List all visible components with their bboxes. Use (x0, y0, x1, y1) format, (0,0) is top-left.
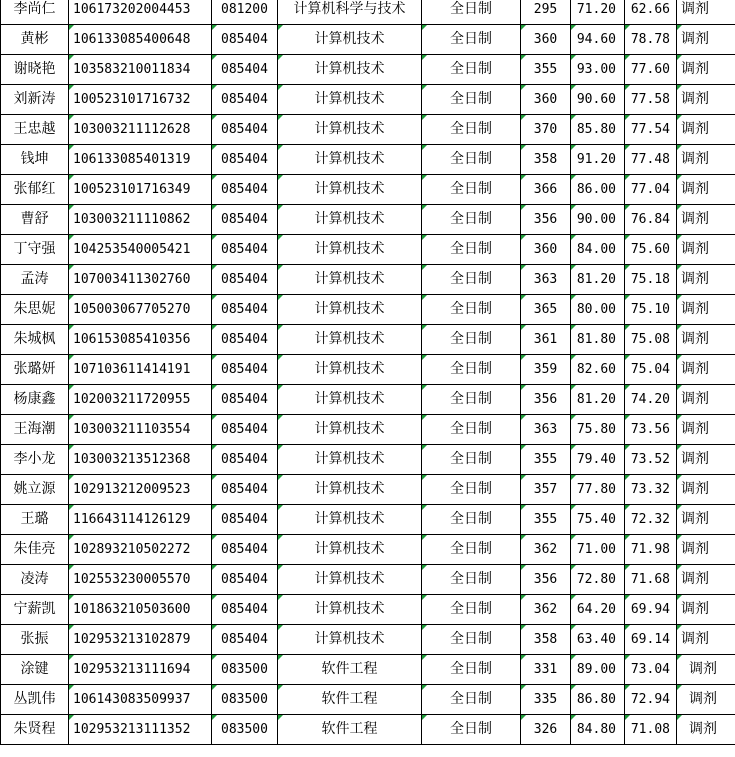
major-code-cell: 085404 (212, 325, 278, 355)
retest-score-cell: 64.20 (571, 595, 625, 625)
major-code-cell: 085404 (212, 565, 278, 595)
retest-score-cell: 82.60 (571, 355, 625, 385)
total-score-cell: 71.98 (625, 535, 677, 565)
remark-cell: 调剂 (677, 55, 735, 85)
study-mode-cell: 全日制 (422, 85, 521, 115)
table-row (1, 445, 735, 475)
major-code-cell: 085404 (212, 265, 278, 295)
name-cell: 杨康鑫 (1, 385, 69, 415)
initial-score-cell: 363 (521, 415, 571, 445)
table-row (1, 715, 735, 745)
major-name-cell: 计算机技术 (278, 355, 422, 385)
table-row (1, 535, 735, 565)
initial-score-cell: 357 (521, 475, 571, 505)
name-cell: 姚立源 (1, 475, 69, 505)
major-name-cell: 计算机技术 (278, 25, 422, 55)
study-mode-cell: 全日制 (422, 25, 521, 55)
retest-score-cell: 81.20 (571, 385, 625, 415)
exam-id-cell: 106133085400648 (69, 25, 212, 55)
remark-cell: 调剂 (677, 235, 735, 265)
major-name-cell: 计算机技术 (278, 115, 422, 145)
initial-score-cell: 356 (521, 205, 571, 235)
remark-cell: 调剂 (677, 85, 735, 115)
retest-score-cell: 94.60 (571, 25, 625, 55)
major-name-cell: 软件工程 (278, 685, 422, 715)
exam-id-cell: 102913212009523 (69, 475, 212, 505)
total-score-cell: 78.78 (625, 25, 677, 55)
major-code-cell: 085404 (212, 535, 278, 565)
major-code-cell: 085404 (212, 115, 278, 145)
total-score-cell: 73.04 (625, 655, 677, 685)
total-score-cell: 75.18 (625, 265, 677, 295)
table-row (1, 385, 735, 415)
name-cell: 宁薪凯 (1, 595, 69, 625)
retest-score-cell: 81.80 (571, 325, 625, 355)
exam-id-cell: 102553230005570 (69, 565, 212, 595)
study-mode-cell: 全日制 (422, 415, 521, 445)
name-cell: 涂键 (1, 655, 69, 685)
name-cell: 朱城枫 (1, 325, 69, 355)
table-row (1, 625, 735, 655)
exam-id-cell: 102953213111694 (69, 655, 212, 685)
remark-cell: 调剂 (677, 145, 735, 175)
exam-id-cell: 102003211720955 (69, 385, 212, 415)
major-name-cell: 计算机技术 (278, 55, 422, 85)
total-score-cell: 77.48 (625, 145, 677, 175)
table-row (1, 655, 735, 685)
major-code-cell: 085404 (212, 385, 278, 415)
major-name-cell: 计算机技术 (278, 265, 422, 295)
major-name-cell: 计算机技术 (278, 595, 422, 625)
major-name-cell: 计算机技术 (278, 475, 422, 505)
table-row (1, 325, 735, 355)
major-name-cell: 计算机技术 (278, 145, 422, 175)
remark-cell: 调剂 (677, 385, 735, 415)
initial-score-cell: 355 (521, 55, 571, 85)
total-score-cell: 73.56 (625, 415, 677, 445)
table-row (1, 85, 735, 115)
remark-cell: 调剂 (677, 325, 735, 355)
major-code-cell: 085404 (212, 235, 278, 265)
study-mode-cell: 全日制 (422, 235, 521, 265)
total-score-cell: 73.52 (625, 445, 677, 475)
retest-score-cell: 86.00 (571, 175, 625, 205)
major-code-cell: 085404 (212, 205, 278, 235)
retest-score-cell: 86.80 (571, 685, 625, 715)
remark-cell: 调剂 (677, 505, 735, 535)
total-score-cell: 72.94 (625, 685, 677, 715)
retest-score-cell: 91.20 (571, 145, 625, 175)
exam-id-cell: 101863210503600 (69, 595, 212, 625)
remark-cell: 调剂 (677, 25, 735, 55)
major-name-cell: 计算机技术 (278, 175, 422, 205)
study-mode-cell: 全日制 (422, 505, 521, 535)
major-code-cell: 085404 (212, 445, 278, 475)
study-mode-cell: 全日制 (422, 715, 521, 745)
total-score-cell: 74.20 (625, 385, 677, 415)
remark-cell: 调剂 (677, 0, 735, 25)
name-cell: 张郁红 (1, 175, 69, 205)
major-name-cell: 软件工程 (278, 715, 422, 745)
remark-cell: 调剂 (677, 205, 735, 235)
total-score-cell: 75.04 (625, 355, 677, 385)
total-score-cell: 73.32 (625, 475, 677, 505)
name-cell: 李尚仁 (1, 0, 69, 25)
exam-id-cell: 102893210502272 (69, 535, 212, 565)
initial-score-cell: 361 (521, 325, 571, 355)
remark-cell: 调剂 (677, 685, 735, 715)
exam-id-cell: 103003211103554 (69, 415, 212, 445)
name-cell: 凌涛 (1, 565, 69, 595)
major-code-cell: 081200 (212, 0, 278, 25)
remark-cell: 调剂 (677, 655, 735, 685)
exam-id-cell: 107103611414191 (69, 355, 212, 385)
major-name-cell: 计算机技术 (278, 385, 422, 415)
name-cell: 黄彬 (1, 25, 69, 55)
name-cell: 谢晓艳 (1, 55, 69, 85)
table-row (1, 685, 735, 715)
total-score-cell: 75.10 (625, 295, 677, 325)
major-code-cell: 085404 (212, 625, 278, 655)
retest-score-cell: 77.80 (571, 475, 625, 505)
major-name-cell: 计算机技术 (278, 295, 422, 325)
remark-cell: 调剂 (677, 475, 735, 505)
table-row (1, 355, 735, 385)
table-row (1, 55, 735, 85)
retest-score-cell: 93.00 (571, 55, 625, 85)
initial-score-cell: 366 (521, 175, 571, 205)
initial-score-cell: 358 (521, 145, 571, 175)
major-code-cell: 085404 (212, 25, 278, 55)
major-name-cell: 计算机技术 (278, 625, 422, 655)
table-row (1, 505, 735, 535)
study-mode-cell: 全日制 (422, 355, 521, 385)
remark-cell: 调剂 (677, 565, 735, 595)
retest-score-cell: 75.80 (571, 415, 625, 445)
study-mode-cell: 全日制 (422, 565, 521, 595)
total-score-cell: 69.14 (625, 625, 677, 655)
name-cell: 王海潮 (1, 415, 69, 445)
total-score-cell: 71.08 (625, 715, 677, 745)
exam-id-cell: 106173202004453 (69, 0, 212, 25)
study-mode-cell: 全日制 (422, 265, 521, 295)
table-row (1, 295, 735, 325)
remark-cell: 调剂 (677, 445, 735, 475)
table-row (1, 415, 735, 445)
major-name-cell: 计算机技术 (278, 535, 422, 565)
retest-score-cell: 89.00 (571, 655, 625, 685)
major-code-cell: 085404 (212, 55, 278, 85)
retest-score-cell: 85.80 (571, 115, 625, 145)
exam-id-cell: 103003211110862 (69, 205, 212, 235)
study-mode-cell: 全日制 (422, 655, 521, 685)
table-row (1, 205, 735, 235)
retest-score-cell: 80.00 (571, 295, 625, 325)
name-cell: 王忠越 (1, 115, 69, 145)
table-row (1, 565, 735, 595)
study-mode-cell: 全日制 (422, 325, 521, 355)
total-score-cell: 75.08 (625, 325, 677, 355)
remark-cell: 调剂 (677, 625, 735, 655)
exam-id-cell: 106143083509937 (69, 685, 212, 715)
retest-score-cell: 63.40 (571, 625, 625, 655)
retest-score-cell: 81.20 (571, 265, 625, 295)
exam-id-cell: 103583210011834 (69, 55, 212, 85)
study-mode-cell: 全日制 (422, 55, 521, 85)
exam-id-cell: 103003213512368 (69, 445, 212, 475)
retest-score-cell: 79.40 (571, 445, 625, 475)
study-mode-cell: 全日制 (422, 115, 521, 145)
name-cell: 刘新涛 (1, 85, 69, 115)
remark-cell: 调剂 (677, 415, 735, 445)
remark-cell: 调剂 (677, 355, 735, 385)
remark-cell: 调剂 (677, 265, 735, 295)
initial-score-cell: 362 (521, 535, 571, 565)
name-cell: 丛凯伟 (1, 685, 69, 715)
table-row (1, 475, 735, 505)
name-cell: 朱思妮 (1, 295, 69, 325)
total-score-cell: 76.84 (625, 205, 677, 235)
exam-id-cell: 102953213102879 (69, 625, 212, 655)
remark-cell: 调剂 (677, 595, 735, 625)
name-cell: 张振 (1, 625, 69, 655)
remark-cell: 调剂 (677, 295, 735, 325)
initial-score-cell: 362 (521, 595, 571, 625)
exam-id-cell: 116643114126129 (69, 505, 212, 535)
exam-id-cell: 106153085410356 (69, 325, 212, 355)
retest-score-cell: 71.00 (571, 535, 625, 565)
table-row (1, 235, 735, 265)
initial-score-cell: 365 (521, 295, 571, 325)
name-cell: 钱坤 (1, 145, 69, 175)
study-mode-cell: 全日制 (422, 595, 521, 625)
remark-cell: 调剂 (677, 115, 735, 145)
exam-id-cell: 106133085401319 (69, 145, 212, 175)
total-score-cell: 71.68 (625, 565, 677, 595)
study-mode-cell: 全日制 (422, 145, 521, 175)
study-mode-cell: 全日制 (422, 625, 521, 655)
major-code-cell: 085404 (212, 595, 278, 625)
name-cell: 王璐 (1, 505, 69, 535)
initial-score-cell: 326 (521, 715, 571, 745)
study-mode-cell: 全日制 (422, 685, 521, 715)
name-cell: 张璐妍 (1, 355, 69, 385)
retest-score-cell: 84.80 (571, 715, 625, 745)
major-code-cell: 085404 (212, 145, 278, 175)
table-row (1, 25, 735, 55)
name-cell: 朱贤程 (1, 715, 69, 745)
major-code-cell: 085404 (212, 415, 278, 445)
retest-score-cell: 90.00 (571, 205, 625, 235)
major-code-cell: 085404 (212, 355, 278, 385)
exam-id-cell: 107003411302760 (69, 265, 212, 295)
study-mode-cell: 全日制 (422, 205, 521, 235)
remark-cell: 调剂 (677, 535, 735, 565)
total-score-cell: 77.54 (625, 115, 677, 145)
major-name-cell: 计算机技术 (278, 445, 422, 475)
total-score-cell: 69.94 (625, 595, 677, 625)
exam-id-cell: 102953213111352 (69, 715, 212, 745)
initial-score-cell: 360 (521, 25, 571, 55)
initial-score-cell: 355 (521, 445, 571, 475)
name-cell: 曹舒 (1, 205, 69, 235)
study-mode-cell: 全日制 (422, 535, 521, 565)
initial-score-cell: 359 (521, 355, 571, 385)
major-code-cell: 085404 (212, 295, 278, 325)
table-row (1, 595, 735, 625)
study-mode-cell: 全日制 (422, 385, 521, 415)
total-score-cell: 77.58 (625, 85, 677, 115)
initial-score-cell: 363 (521, 265, 571, 295)
initial-score-cell: 370 (521, 115, 571, 145)
exam-id-cell: 103003211112628 (69, 115, 212, 145)
table-row (1, 265, 735, 295)
major-code-cell: 083500 (212, 655, 278, 685)
total-score-cell: 75.60 (625, 235, 677, 265)
retest-score-cell: 75.40 (571, 505, 625, 535)
major-name-cell: 软件工程 (278, 655, 422, 685)
study-mode-cell: 全日制 (422, 445, 521, 475)
initial-score-cell: 355 (521, 505, 571, 535)
retest-score-cell: 90.60 (571, 85, 625, 115)
study-mode-cell: 全日制 (422, 475, 521, 505)
major-name-cell: 计算机科学与技术 (278, 0, 422, 25)
name-cell: 李小龙 (1, 445, 69, 475)
major-name-cell: 计算机技术 (278, 235, 422, 265)
initial-score-cell: 331 (521, 655, 571, 685)
total-score-cell: 72.32 (625, 505, 677, 535)
initial-score-cell: 356 (521, 565, 571, 595)
major-name-cell: 计算机技术 (278, 565, 422, 595)
total-score-cell: 77.60 (625, 55, 677, 85)
study-mode-cell: 全日制 (422, 295, 521, 325)
exam-id-cell: 100523101716732 (69, 85, 212, 115)
major-code-cell: 085404 (212, 85, 278, 115)
table-body (1, 0, 735, 745)
initial-score-cell: 358 (521, 625, 571, 655)
major-name-cell: 计算机技术 (278, 85, 422, 115)
exam-id-cell: 105003067705270 (69, 295, 212, 325)
initial-score-cell: 356 (521, 385, 571, 415)
name-cell: 丁守强 (1, 235, 69, 265)
major-name-cell: 计算机技术 (278, 415, 422, 445)
name-cell: 朱佳亮 (1, 535, 69, 565)
initial-score-cell: 335 (521, 685, 571, 715)
name-cell: 孟涛 (1, 265, 69, 295)
retest-score-cell: 72.80 (571, 565, 625, 595)
study-mode-cell: 全日制 (422, 175, 521, 205)
major-code-cell: 085404 (212, 175, 278, 205)
major-code-cell: 083500 (212, 685, 278, 715)
table-row (1, 175, 735, 205)
exam-id-cell: 100523101716349 (69, 175, 212, 205)
remark-cell: 调剂 (677, 715, 735, 745)
exam-id-cell: 104253540005421 (69, 235, 212, 265)
initial-score-cell: 360 (521, 85, 571, 115)
initial-score-cell: 360 (521, 235, 571, 265)
major-code-cell: 085404 (212, 505, 278, 535)
major-name-cell: 计算机技术 (278, 325, 422, 355)
initial-score-cell: 295 (521, 0, 571, 25)
major-name-cell: 计算机技术 (278, 505, 422, 535)
total-score-cell: 62.66 (625, 0, 677, 25)
major-name-cell: 计算机技术 (278, 205, 422, 235)
table-row (1, 145, 735, 175)
total-score-cell: 77.04 (625, 175, 677, 205)
major-code-cell: 085404 (212, 475, 278, 505)
remark-cell: 调剂 (677, 175, 735, 205)
study-mode-cell: 全日制 (422, 0, 521, 25)
major-code-cell: 083500 (212, 715, 278, 745)
retest-score-cell: 71.20 (571, 0, 625, 25)
table-row (1, 0, 735, 25)
retest-score-cell: 84.00 (571, 235, 625, 265)
table-row (1, 115, 735, 145)
